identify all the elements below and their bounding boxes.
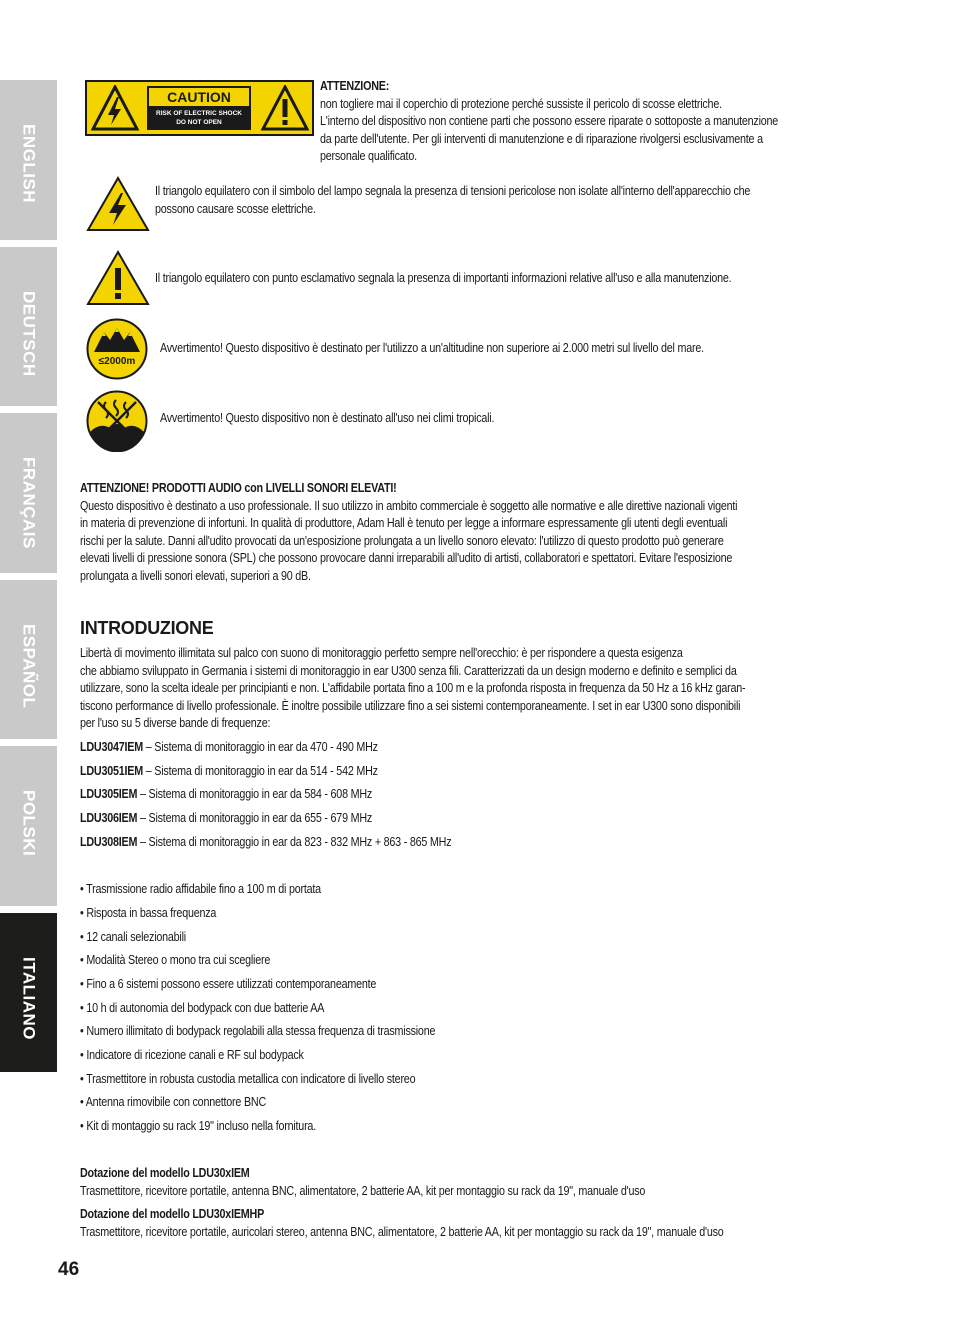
no-tropical-climate-icon (86, 390, 148, 452)
audio-warning-line: prolungata a livelli sonori elevati, superiori a 90 dB. (80, 568, 311, 583)
tab-label: ITALIANO (19, 957, 39, 1041)
supply-heading: Dotazione del modello LDU30xIEM (80, 1166, 250, 1180)
model-item (80, 834, 451, 852)
symbol-text-line: possono causare scosse elettriche. (155, 201, 316, 216)
model-desc: – Sistema di monitoraggio in ear da 655 - 679 MHz (137, 811, 373, 825)
page-number: 46 (58, 1259, 80, 1280)
feature-item: • Trasmissione radio affidabile fino a 100 m di portata (80, 882, 321, 896)
tab-label: ESPAÑOL (19, 624, 39, 709)
model-desc: – Sistema di monitoraggio in ear da 514 - 542 MHz (142, 764, 378, 778)
altitude-symbol (86, 318, 148, 380)
tab-label: POLSKI (19, 790, 39, 857)
altitude-icon (86, 318, 148, 380)
audio-warning-line: in materia di prevenzione di infortuni. In qualità di produttore, Adam Hall è tenuto per legge a informare espressamente gli utenti degli eventuali (80, 516, 728, 531)
intro-line: per l'uso su 5 diverse bande di frequenze: (80, 716, 271, 731)
exclamation-description: Il triangolo equilatero con punto esclamativo segnala la presenza di importanti informazioni relative all'uso e alla manutenzione. (155, 271, 732, 285)
attenzione-line: da parte dell'utente. Per gli interventi di manutenzione e di riparazione rivolgersi esclusivamente a (320, 131, 763, 146)
model-code: LDU3047IEM (80, 740, 143, 754)
audio-warning-line: Questo dispositivo è destinato a uso professionale. Il suo utilizzo in ambito commerciale è soggetto alle normative e alle direttive nazionali vigenti (80, 498, 738, 513)
audio-warning-heading: ATTENZIONE! PRODOTTI AUDIO con LIVELLI SONORI ELEVATI! (80, 481, 397, 495)
model-desc: – Sistema di monitoraggio in ear da 470 - 490 MHz (142, 740, 378, 754)
altitude-label: ≤2000m (98, 356, 136, 367)
feature-item: • 10 h di autonomia del bodypack con due batterie AA (80, 1001, 325, 1015)
intro-line: utilizzare, sono la scelta ideale per principianti e non. L'affidabile portata fino a 100 m e la profonda risposta in frequenza da 50 Hz a 16 kHz garan- (80, 681, 746, 696)
supply-block (80, 1206, 724, 1241)
intro-paragraph (80, 645, 745, 733)
caution-label (85, 80, 314, 136)
intro-line: tiscono performance di livello professionale. È inoltre possibile utilizzare fino a sei sistemi contemporaneamente. I set in ear U300 sono disponibili (80, 698, 741, 713)
supply-block (80, 1165, 645, 1200)
attenzione-line: non togliere mai il coperchio di protezione perché sussiste il pericolo di scosse elettriche. (320, 96, 722, 111)
caution-title: CAUTION (149, 88, 249, 106)
audio-warning-line: rischi per la salute. Danni all'udito provocati da un'esposizione prolungata a un livello sonoro elevato: l'utilizzo di questo prodotto può generare (80, 533, 724, 548)
feature-item: • Kit di montaggio su rack 19" incluso nella fornitura. (80, 1119, 316, 1133)
attenzione-line: personale qualificato. (320, 149, 417, 164)
attenzione-block (320, 78, 778, 166)
feature-item: • Trasmettitore in robusta custodia metallica con indicatore di livello stereo (80, 1072, 416, 1086)
caution-line1: RISK OF ELECTRIC SHOCK (156, 110, 242, 117)
exclamation-warning-icon (261, 85, 309, 131)
model-desc: – Sistema di monitoraggio in ear da 823 - 832 MHz + 863 - 865 MHz (137, 835, 452, 849)
attenzione-heading: ATTENZIONE: (320, 79, 390, 93)
tab-label: DEUTSCH (19, 291, 39, 377)
audio-warning-block (80, 480, 737, 586)
attenzione-line: L'interno del dispositivo non contiene parti che possono essere riparate o sottoposte a manutenzione (320, 114, 779, 129)
model-code: LDU305IEM (80, 787, 138, 801)
lightning-triangle-icon (85, 175, 151, 233)
model-code: LDU3051IEM (80, 764, 143, 778)
audio-warning-line: elevati livelli di pressione sonora (SPL) che possono provocare danni irreparabili all'udito di artisti, collaboratori e spettatori. Evitare l'esposizione (80, 551, 733, 566)
altitude-description: Avvertimento! Questo dispositivo è destinato per l'utilizzo a un'altitudine non superiore ai 2.000 metri sul livello del mare. (160, 341, 704, 355)
intro-line: Libertà di movimento illimitata sul palco con suono di monitoraggio perfetto sempre nell'orecchio: è per rispondere a questa esigenza (80, 646, 683, 660)
lightning-warning-icon (91, 85, 139, 131)
exclamation-triangle-icon (85, 249, 151, 307)
feature-item: • 12 canali selezionabili (80, 930, 186, 944)
tab-label: ENGLISH (19, 124, 39, 204)
feature-item: • Antenna rimovibile con connettore BNC (80, 1095, 267, 1109)
model-desc: – Sistema di monitoraggio in ear da 584 - 608 MHz (137, 787, 373, 801)
feature-item: • Risposta in bassa frequenza (80, 906, 217, 920)
model-code: LDU306IEM (80, 811, 138, 825)
intro-line: che abbiamo sviluppato in Germania i sistemi di monitoraggio in ear U300 senza fili. Caratterizzati da un design moderno e definito e semplici da (80, 663, 737, 678)
lightning-description (155, 183, 750, 218)
tab-deutsch[interactable] (0, 247, 57, 406)
feature-item: • Modalità Stereo o mono tra cui scegliere (80, 953, 271, 967)
section-title-introduzione: INTRODUZIONE (80, 618, 214, 638)
supply-text: Trasmettitore, ricevitore portatile, auricolari stereo, antenna BNC, alimentatore, 2 batterie AA, kit per montaggio su rack da 19", manuale d'uso (80, 1224, 724, 1239)
model-item (80, 786, 372, 804)
symbol-text-line: Il triangolo equilatero con il simbolo del lampo segnala la presenza di tensioni pericolose non isolate all'interno dell'apparecchio che (155, 184, 751, 198)
feature-item: • Indicatore di ricezione canali e RF sul bodypack (80, 1048, 304, 1062)
tab-label: FRANÇAIS (19, 457, 39, 549)
tropical-description: Avvertimento! Questo dispositivo non è destinato all'uso nei climi tropicali. (160, 411, 495, 425)
model-item (80, 739, 378, 757)
caution-text-box (147, 86, 251, 130)
tab-polski[interactable] (0, 746, 57, 906)
supply-text: Trasmettitore, ricevitore portatile, antenna BNC, alimentatore, 2 batterie AA, kit per montaggio su rack da 19", manuale d'uso (80, 1183, 646, 1198)
tab-italiano[interactable] (0, 913, 57, 1072)
tab-francais[interactable] (0, 413, 57, 573)
feature-item: • Numero illimitato di bodypack regolabili alla stessa frequenza di trasmissione (80, 1024, 436, 1038)
tab-english[interactable] (0, 80, 57, 240)
model-item (80, 763, 378, 781)
model-code: LDU308IEM (80, 835, 138, 849)
tab-espanol[interactable] (0, 580, 57, 739)
supply-heading: Dotazione del modello LDU30xIEMHP (80, 1207, 265, 1221)
feature-item: • Fino a 6 sistemi possono essere utilizzati contemporaneamente (80, 977, 377, 991)
model-item (80, 810, 372, 828)
caution-line2: DO NOT OPEN (176, 119, 222, 126)
